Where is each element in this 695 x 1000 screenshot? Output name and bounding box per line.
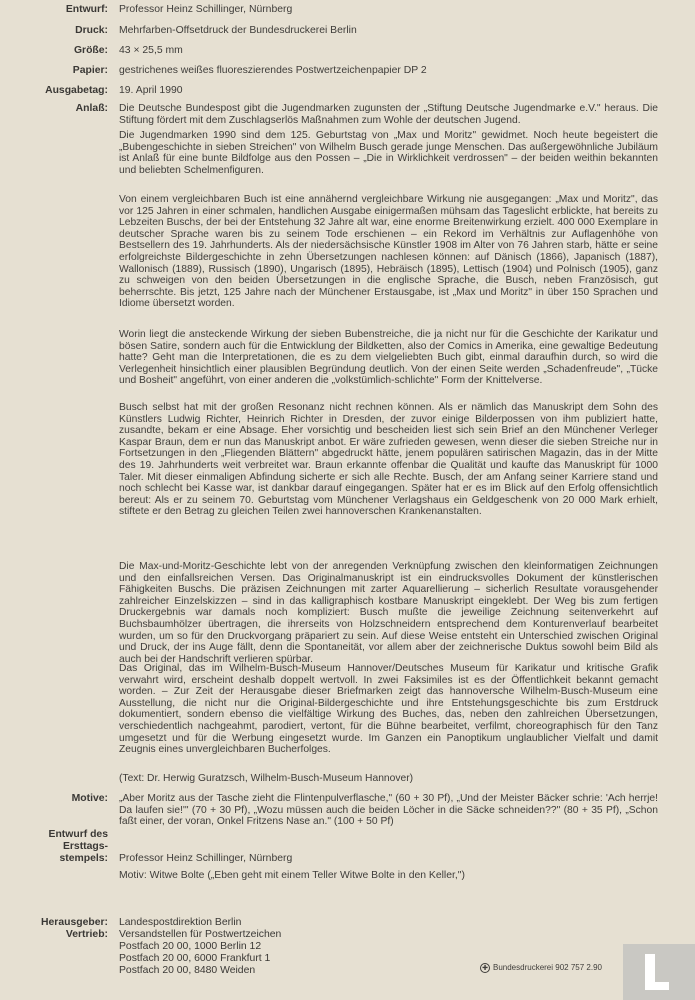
field-value: Mehrfarben-Offsetdruck der Bundesdruckerei Berlin — [119, 25, 357, 36]
herausgeber-label: Herausgeber: — [41, 917, 108, 928]
anlass-credit: (Text: Dr. Herwig Guratzsch, Wilhelm-Busch-Museum Hannover) — [119, 773, 414, 784]
vertrieb-line-2: Postfach 20 00, 1000 Berlin 12 — [119, 941, 262, 952]
anlass-paragraph-7: Das Original, das im Wilhelm-Busch-Museum Hannover/Deutsches Museum für Karikatur und kritische Grafik verwahrt wird, erscheint deshalb doppelt wertvoll. In zwei Faksimiles ist es der Öffentlichkeit bekannt gemacht worden. – Zur Zeit der Herausgabe dieser Briefmarken zeigt das hannoversche Wilhelm-Busch-Museum eine Ausstellung, die nicht nur die Original-Bildergeschichte und ihre Entstehungsgeschichte bis zum Erstdruck dokumentiert, sondern ebenso die vielfältige Wirkung des Buches, das, neben den zahlreichen Übersetzungen, verschiedentlich nachgeahmt, parodiert, vertont, für die Bühne bearbeitet, verfilmt, choreographisch für den Tanz umgesetzt und für die Werbung eingesetzt wurde. Im Ganzen ein Panoptikum unglaublicher Vielfalt und damit Zeugnis eines unvergleichbaren Bucherfolges. — [119, 663, 658, 756]
field-value: 19. April 1990 — [119, 85, 183, 96]
field-label: Ausgabetag: — [45, 85, 108, 96]
logo-background — [623, 944, 695, 1000]
ersttag-label-1: Entwurf des — [48, 829, 108, 840]
anlass-paragraph-4: Worin liegt die ansteckende Wirkung der sieben Bubenstreiche, die ja nicht nur für die Geschichte der Karikatur und bösen Satire, sondern auch für die Entwicklung der Bildketten, also der Comics in Amerika, eine gewaltige Bedeutung hatte? Geht man die Interpretationen, die es zu dem vielgeliebten Buch gibt, einmal daraufhin durch, so wird die Verlegenheit hinsichtlich einer plausiblen Begründung deutlich. Von der einen Seite werden „Schadenfreude", „Tücke und Bosheit" angeführt, von einer anderen die „volkstümlich-schlichte" Form der Knittelverse. — [119, 329, 658, 387]
anlass-paragraph-3: Von einem vergleichbaren Buch ist eine annähernd vergleichbare Wirkung nie ausgegangen: „Max und Moritz", das vor 125 Jahren in einer schmalen, handlichen Ausgabe einigermaßen mühsam das Tageslicht erblickte, hat bereits zu Lebzeiten Buschs, der bei der Entstehung 32 Jahre alt war, eine enorme Breitenwirkung erzielt. 400 000 Exemplare in deutscher Sprache waren bis zu seinem Tode erschienen – ein Rekord im Verhältnis zur Auflagenhöhe von Bestsellern des 19. Jahrhunderts. Als der niedersächsische Künstler 1908 im Alter von 76 Jahren starb, hätte er seine erfolgreichste Bildergeschichte in zehn Übersetzungen nachlesen können: auf Dänisch (1866), Japanisch (1887), Wallonisch (1889), Russisch (1890), Ungarisch (1895), Hebräisch (1895), Lettisch (1904) und Polnisch (1905), ganz zu schweigen von den beiden Übersetzungen in die englische Sprache, die Busch, neben Französisch, gut beherrschte. Bis jetzt, 125 Jahre nach der Münchener Erstausgabe, ist „Max und Moritz" in über 150 Sprachen und Idiome übersetzt worden. — [119, 194, 658, 310]
ersttag-label-2: Ersttags- — [62, 841, 108, 852]
corner-logo-icon — [623, 944, 695, 1000]
motive-label: Motive: — [71, 793, 108, 804]
field-value: Professor Heinz Schillinger, Nürnberg — [119, 4, 293, 15]
vertrieb-line-3: Postfach 20 00, 6000 Frankfurt 1 — [119, 953, 271, 964]
anlass-paragraph-2: Die Jugendmarken 1990 sind dem 125. Geburtstag von „Max und Moritz" gewidmet. Noch heute begeistert die „Bubengeschichte in sieben Streichen" von Wilhelm Busch gerade junge Menschen. Das außergewöhnliche Jubiläum ist Anlaß für eine bunte Bildfolge aus den Possen – „Die in Wirklichkeit verdrossen" – der beiden weithin bekannten und beliebten Schelmenfiguren. — [119, 130, 658, 176]
ersttag-motiv: Motiv: Witwe Bolte („Eben geht mit einem Teller Witwe Bolte in den Keller,") — [119, 870, 465, 881]
ersttag-value: Professor Heinz Schillinger, Nürnberg — [119, 853, 293, 864]
field-label: Größe: — [73, 45, 108, 56]
anlass-paragraph-5: Busch selbst hat mit der großen Resonanz nicht rechnen können. Als er nämlich das Manuskript dem Sohn des Künstlers Ludwig Richter, Heinrich Richter in Dresden, der zuvor einige Bilderpossen von ihm publiziert hatte, zusandte, bekam er eine Absage. Eher vorsichtig und bescheiden liest sich sein Brief an den Münchener Verleger Kaspar Braun, dem er nun das Manuskript anbot. Er wäre zufrieden gewesen, wenn dieser die sieben Streiche nur in Fortsetzungen in den „Fliegenden Blättern" abgedruckt hätte, jenem populären satirischen Magazin, das in der Mitte des 19. Jahrhunderts weit verbreitet war. Braun erkannte offenbar die Qualität und kaufte das Manuskript für 1000 Taler. Mit dieser einmaligen Abfindung sicherte er sich alle Rechte. Busch, der am Anfang seiner Karriere stand und noch schlecht bei Kasse war, ist dankbar darauf eingegangen. Später hat er es im Blick auf den Erfolg offensichtlich bereut: Als er zu seinem 70. Geburtstag vom Münchener Verlagshaus ein Geldgeschenk von 20 000 Mark erhielt, stiftete er den Betrag zu gleichen Teilen zwei hannoverschen Krankenanstalten. — [119, 402, 658, 518]
motive-text: „Aber Moritz aus der Tasche zieht die Flintenpulverflasche," (60 + 30 Pf), „Und der Meister Bäcker schrie: 'Ach herrje! Da laufen sie!'" (70 + 30 Pf), „Wozu müssen auch die beiden Löcher in die Säcke schneiden??" (80 + 35 Pf), „Schon faßt einer, der voran, Onkel Fritzens Nase an." (100 + 50 Pf) — [119, 793, 658, 828]
printer-footer — [480, 963, 602, 973]
ersttag-label-3: stempels: — [59, 853, 108, 864]
vertrieb-label: Vertrieb: — [65, 929, 108, 940]
herausgeber-value: Landespostdirektion Berlin — [119, 917, 242, 928]
field-label: Papier: — [72, 65, 108, 76]
field-label: Druck: — [75, 25, 108, 36]
field-label: Entwurf: — [65, 4, 108, 15]
field-value: gestrichenes weißes fluoreszierendes Postwertzeichenpapier DP 2 — [119, 65, 427, 76]
anlass-label: Anlaß: — [75, 103, 108, 114]
vertrieb-line-4: Postfach 20 00, 8480 Weiden — [119, 965, 256, 976]
vertrieb-line-1: Versandstellen für Postwertzeichen — [119, 929, 282, 940]
field-value: 43 × 25,5 mm — [119, 45, 183, 56]
anlass-paragraph-1: Die Deutsche Bundespost gibt die Jugendmarken zugunsten der „Stiftung Deutsche Jugendmarke e.V." heraus. Die Stiftung fördert mit dem Zuschlagserlös Maßnahmen zum Wohle der deutschen Jugend. — [119, 103, 658, 126]
footer-text: Bundesdruckerei 902 757 2.90 — [493, 963, 602, 972]
anlass-paragraph-6: Die Max-und-Moritz-Geschichte lebt von der anregenden Verknüpfung zwischen den kleinformatigen Zeichnungen und den einfallsreichen Versen. Das Originalmanuskript ist ein eindrucksvolles Dokument der künstlerischen Fähigkeiten Buschs. Die präzisen Zeichnungen mit zarter Aquarellierung – sicherlich Resultate vorausgehender zahlreicher Einzelskizzen – sind in das kalligraphisch kostbare Manuskript eingeklebt. Der Weg bis zum fertigen Druckergebnis war damals noch kompliziert: Busch mußte die jeweilige Zeichnung seitenverkehrt auf Buchsbaumhölzer übertragen, die ihrerseits von Holzschneidern entsprechend dem Konturenverlauf bearbeitet wurden, um so für den Druckvorgang präpariert zu sein. Auf diese Weise entsteht ein Unterschied zwischen Original und Druck, der ins Auge fällt, denn die Spontaneität, vor allem aber der zeichnerische Duktus sowohl beim Bild als auch bei der Handschrift verlieren spürbar. — [119, 561, 658, 665]
bundesdruckerei-logo-icon: ✚ — [480, 963, 490, 973]
